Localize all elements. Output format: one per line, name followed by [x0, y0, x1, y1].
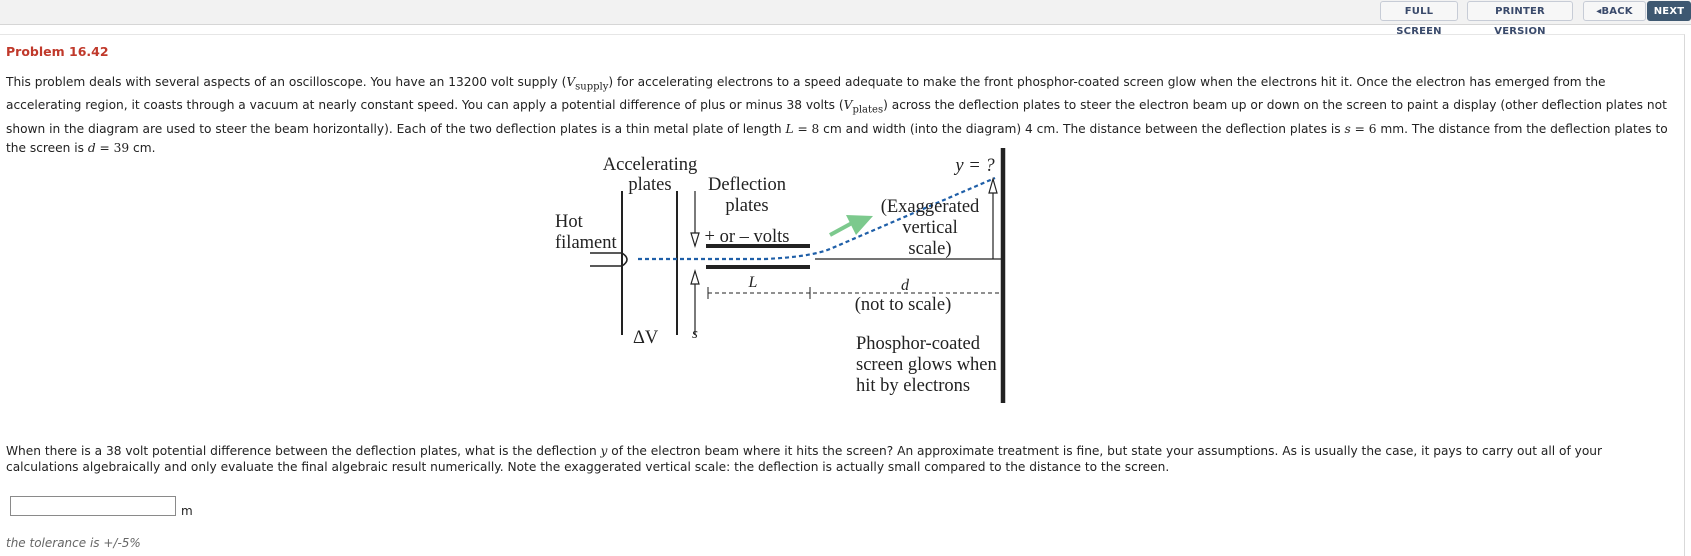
text-span: of the electron beam where it hits the screen? An approximate treatment is fine, but state your assumptions. As is usually the case, it pays to carry out all of your calculations algebraically and only evaluate the final algebraic result numerically. Note the exaggerated vertical scale: the deflection is actually small compared to the distance to the screen.: [6, 444, 1603, 474]
volts-label: + or – volts: [704, 227, 790, 247]
math-value: = 8: [793, 121, 820, 136]
hot-filament-label-1: Hot: [555, 212, 583, 232]
oscilloscope-diagram: [555, 153, 1090, 435]
math-subscript: supply: [575, 81, 609, 93]
math-symbol: d: [87, 140, 96, 155]
problem-statement: [6, 73, 1678, 158]
phosphor-label-3: hit by electrons: [856, 376, 971, 396]
next-button[interactable]: NEXT: [1647, 1, 1691, 21]
answer-unit: m: [181, 504, 193, 518]
math-value: = 39: [95, 140, 130, 155]
s-dimension: [691, 191, 699, 335]
text-span: mm. The distance from the deflection plates to the screen is: [6, 121, 1668, 155]
tolerance-note: the tolerance is +/-5%: [6, 536, 141, 550]
accelerating-plates-label-1: Accelerating: [602, 155, 698, 175]
text-span: This problem deals with several aspects of an oscilloscope. You have an 13200 volt supply (: [6, 75, 567, 89]
problem-title: Problem 16.42: [6, 44, 109, 59]
answer-input[interactable]: [10, 496, 176, 516]
printer-version-button[interactable]: PRINTER VERSION: [1467, 1, 1573, 21]
math-symbol: V: [566, 75, 576, 89]
phosphor-label-2: screen glows when: [856, 355, 997, 375]
math-symbol: V: [843, 98, 853, 113]
d-label: d: [901, 277, 909, 294]
phosphor-label-1: Phosphor-coated: [856, 334, 980, 354]
hot-filament-label-2: filament: [555, 233, 617, 253]
math-value: = 6: [1350, 121, 1377, 136]
back-button[interactable]: [1583, 1, 1646, 21]
deflection-plates-label-2: plates: [725, 196, 769, 216]
text-span: When there is a 38 volt potential difference between the deflection plates, what is the deflection: [6, 444, 601, 458]
accelerating-plates-label-2: plates: [628, 175, 672, 195]
math-symbol: y: [600, 444, 608, 458]
y-dimension: [989, 179, 997, 259]
text-span: ) across the deflection plates to steer the electron beam up or down on the screen to paint a display (other deflection plates not shown in the diagram are used to steer the beam horizontally). Each of the two deflection plates is a thin metal plate of length: [6, 98, 1667, 136]
exaggerated-label-3: scale): [908, 239, 952, 259]
math-subscript: plates: [852, 104, 884, 116]
text-span: cm.: [129, 140, 156, 155]
deflection-plates-label-1: Deflection: [707, 175, 787, 195]
l-label: L: [748, 274, 758, 291]
y-question-label: y = ?: [955, 156, 995, 176]
math-symbol: s: [1344, 121, 1351, 136]
full-screen-button[interactable]: FULL SCREEN: [1380, 1, 1458, 21]
top-toolbar: [0, 0, 1691, 37]
direction-arrow-icon: [830, 215, 873, 235]
not-to-scale-label: (not to scale): [854, 295, 952, 315]
delta-v-label: ΔV: [633, 328, 659, 348]
question-text: [6, 443, 1678, 475]
back-arrow-icon: ◂: [1596, 6, 1602, 17]
exaggerated-label-2: vertical: [902, 218, 958, 238]
text-span: ) for accelerating electrons to a speed adequate to make the front phosphor-coated screen glow when the electrons hit it. Once the electron has emerged from the accelerating region, it coasts through a vacuum at nearly constant speed. You can apply a potential difference of plus or minus 38 volts (: [6, 75, 1606, 113]
s-label: s: [692, 326, 698, 342]
math-symbol: L: [785, 121, 794, 136]
exaggerated-label-1: (Exaggerated: [880, 197, 980, 217]
text-span: cm and width (into the diagram) 4 cm. The distance between the deflection plates is: [819, 121, 1345, 136]
back-label: BACK: [1601, 6, 1633, 17]
